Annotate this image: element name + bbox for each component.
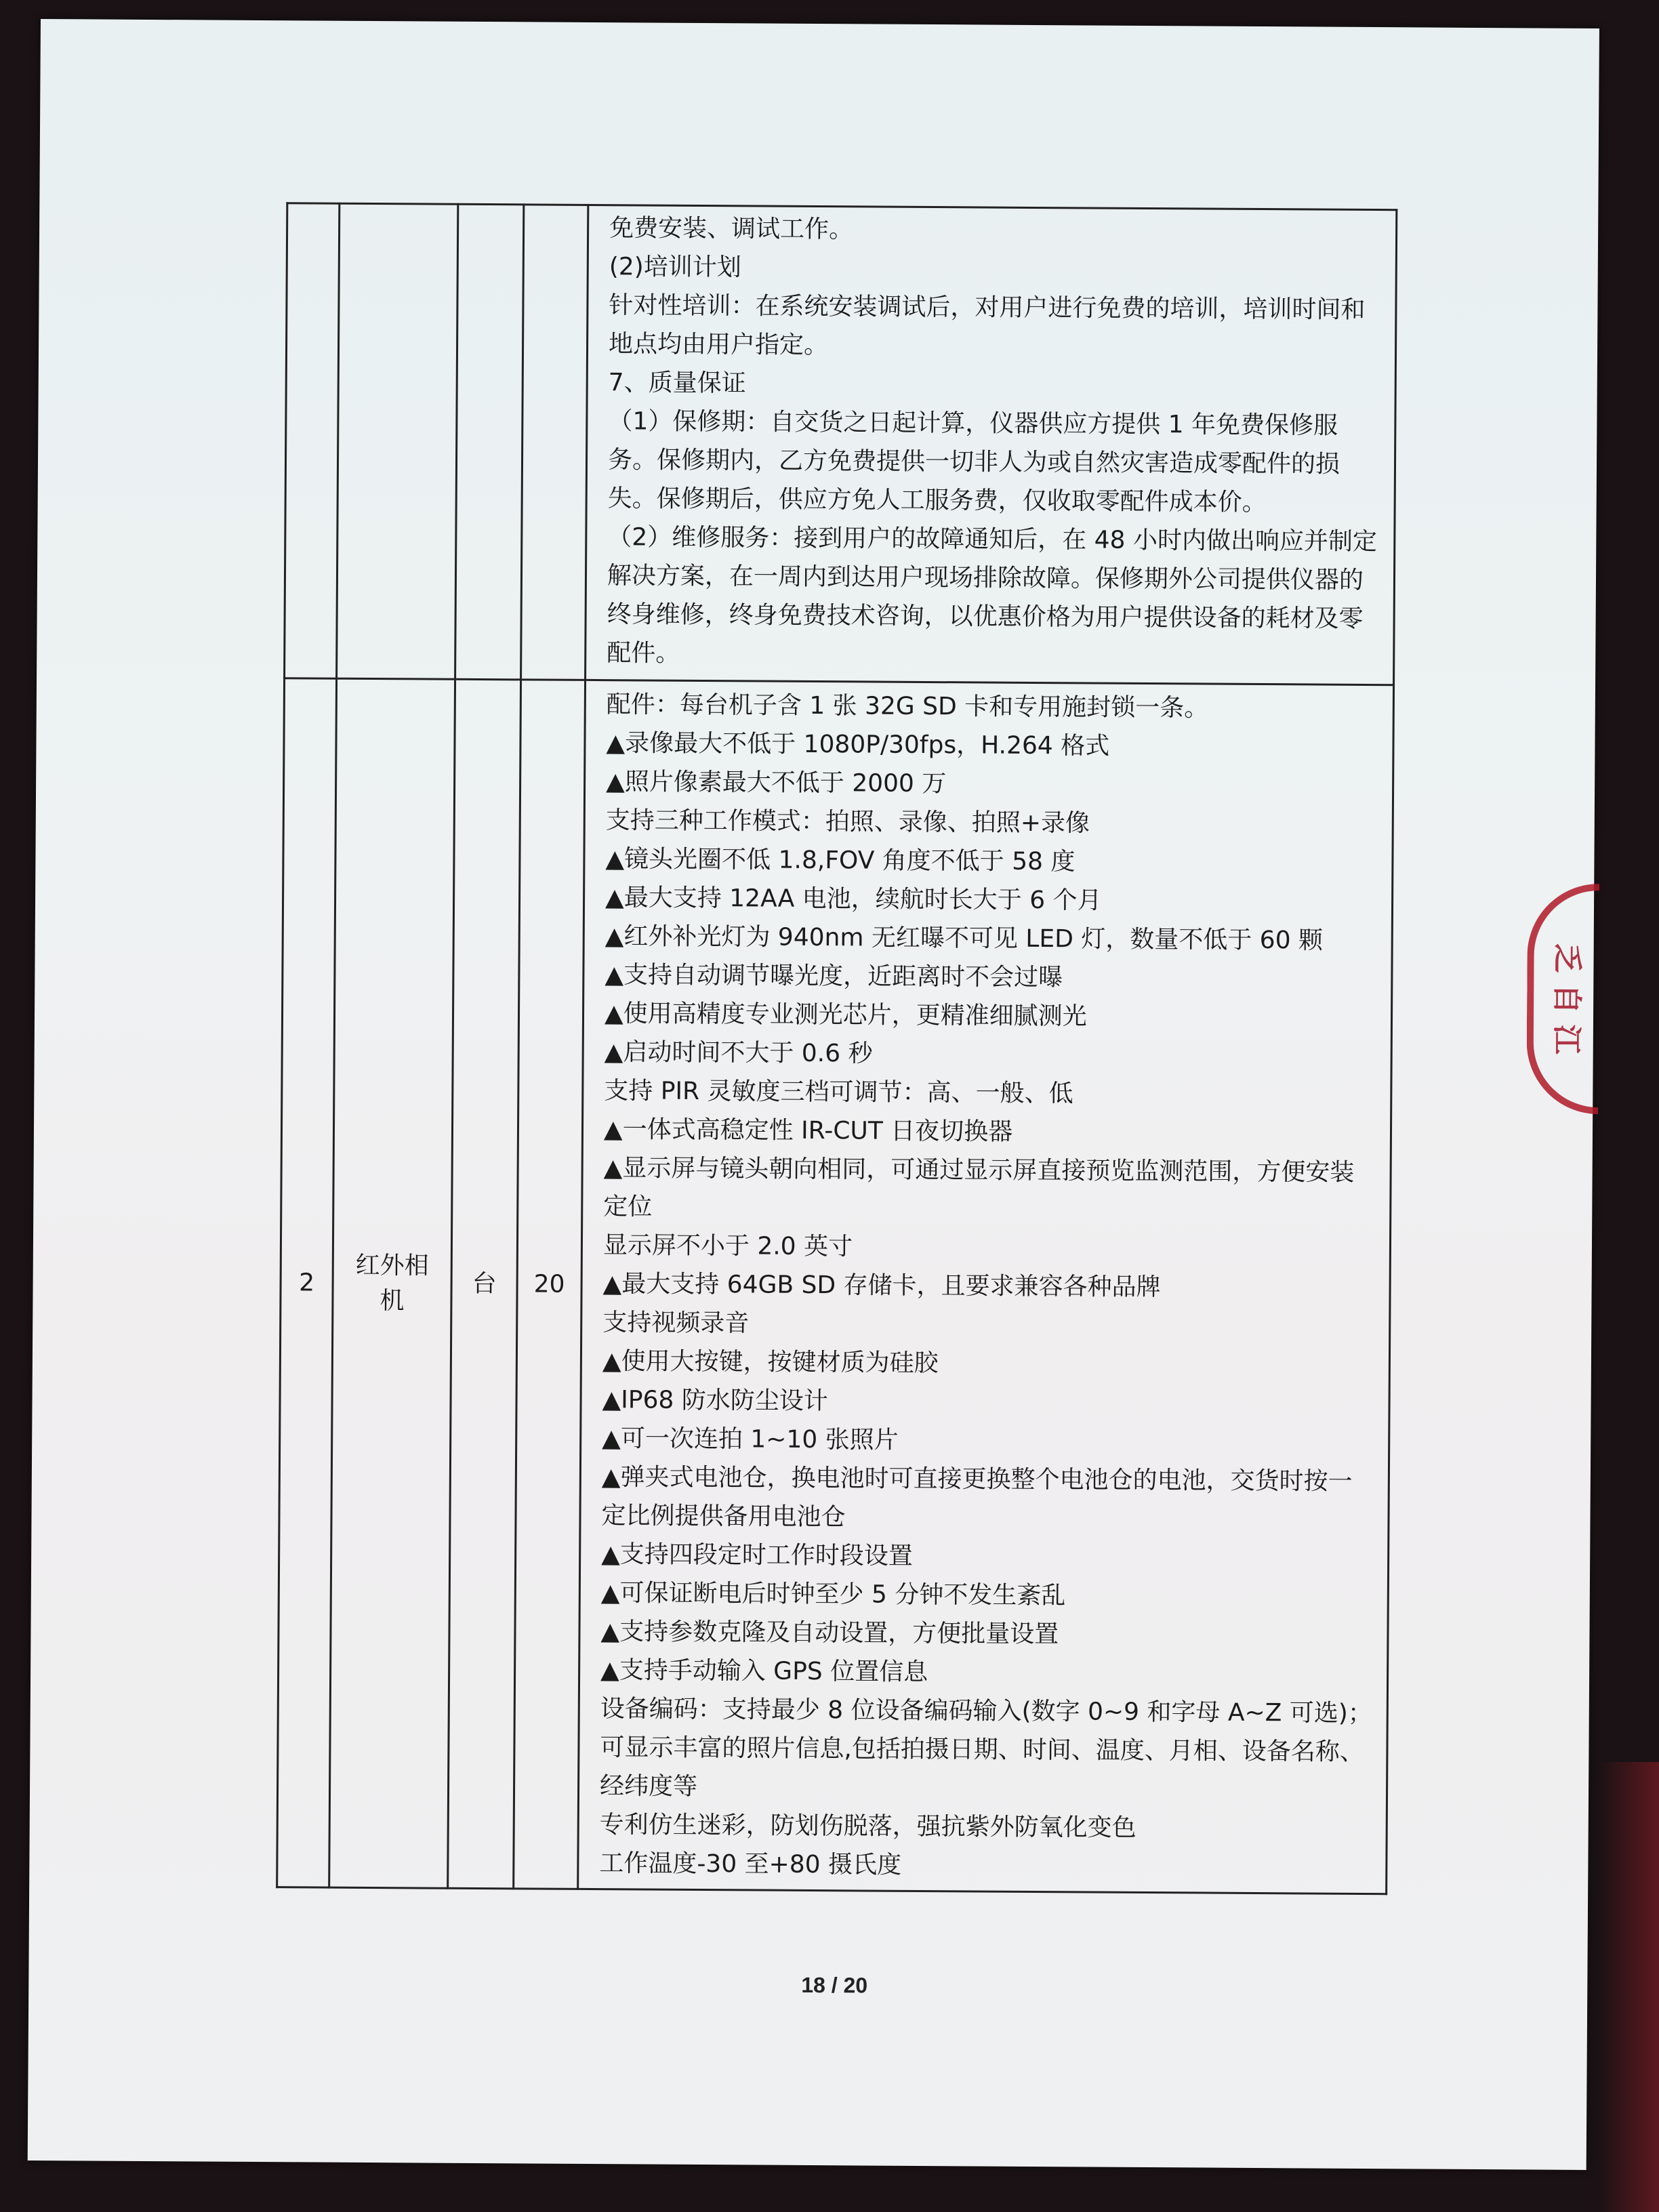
description-line: 专利仿生迷彩，防划伤脱落，强抗紫外防氧化变色 — [599, 1811, 1136, 1842]
document-page — [28, 19, 1599, 2170]
description-line: 显示屏不小于 2.0 英寸 — [602, 1231, 853, 1261]
description-line: （1）保修期：自交货之日起计算，仪器供应方提供 1 年免费保修服务。保修期内，乙方免费提供一切非人为或自然灾害造成零配件的损失。保修期后，供应方免人工服务费，仅收取零配件成本价。 — [607, 407, 1340, 517]
description-line: ▲IP68 防水防尘设计 — [602, 1386, 828, 1416]
item-unit-cell: 台 — [448, 679, 521, 1889]
description-line: ▲使用大按键，按键材质为硅胶 — [602, 1347, 939, 1378]
item-name-cell: 红外相机 — [329, 678, 455, 1888]
description-line: ▲录像最大不低于 1080P/30fps，H.264 格式 — [606, 729, 1110, 760]
description-line: ▲镜头光圈不低 1.8,FOV 角度不低于 58 度 — [605, 845, 1076, 876]
item-description-cell — [586, 205, 1397, 684]
description-line: ▲支持四段定时工作时段设置 — [601, 1540, 913, 1570]
item-unit-cell — [455, 204, 524, 680]
description-line: ▲一体式高稳定性 IR-CUT 日夜切换器 — [603, 1115, 1013, 1146]
page-number: 18 / 20 — [801, 1972, 868, 1998]
description-line: 支持 PIR 灵敏度三档可调节：高、一般、低 — [604, 1077, 1073, 1108]
stamp-char: 乏 — [1549, 943, 1584, 973]
item-number-cell — [285, 203, 340, 678]
description-line: ▲红外补光灯为 940nm 无红曝不可见 LED 灯，数量不低于 60 颗 — [605, 922, 1324, 955]
item-qty-cell: 20 — [514, 680, 586, 1889]
description-line: 配件：每台机子含 1 张 32G SD 卡和专用施封锁一条。 — [606, 691, 1209, 722]
binding-edge — [1598, 1762, 1659, 2212]
seal-stamp — [1526, 883, 1599, 1114]
description-line: ▲显示屏与镜头朝向相同，可通过显示屏直接预览监测范围，方便安装定位 — [603, 1154, 1355, 1221]
item-number-cell: 2 — [277, 678, 337, 1887]
description-line: ▲照片像素最大不低于 2000 万 — [606, 768, 947, 798]
item-description-cell — [578, 680, 1394, 1893]
description-line: ▲最大支持 12AA 电池，续航时长大于 6 个月 — [605, 884, 1102, 915]
description-line: ▲可保证断电后时钟至少 5 分钟不发生紊乱 — [600, 1579, 1066, 1610]
description-line: （2）维修服务：接到用户的故障通知后，在 48 小时内做出响应并制定解决方案，在一周内到达用户现场排除故障。保修期外公司提供仪器的终身维修，终身免费技术咨询，以优惠价格为用户提供设备的耗材及零配件。 — [607, 523, 1378, 668]
description-line: 工作温度-30 至+80 摄氏度 — [599, 1849, 902, 1879]
description-line: 针对性培训：在系统安装调试后，对用户进行免费的培训，培训时间和地点均由用户指定。 — [608, 291, 1366, 360]
description-line: ▲启动时间不大于 0.6 秒 — [604, 1038, 873, 1068]
description-line: ▲支持手动输入 GPS 位置信息 — [600, 1656, 928, 1687]
description-line: ▲可一次连拍 1~10 张照片 — [602, 1425, 899, 1454]
description-line: ▲支持自动调节曝光度，近距离时不会过曝 — [605, 961, 1063, 992]
stamp-char: 江 — [1549, 1024, 1584, 1054]
description-line: 设备编码：支持最少 8 位设备编码输入(数字 0~9 和字母 A~Z 可选)； — [600, 1695, 1372, 1728]
item-qty-cell — [521, 205, 588, 680]
description-line: ▲最大支持 64GB SD 存储卡，且要求兼容各种品牌 — [602, 1270, 1161, 1302]
description-line: 可显示丰富的照片信息,包括拍摄日期、时间、温度、月相、设备名称、经纬度等 — [599, 1734, 1364, 1801]
description-line: 支持三种工作模式：拍照、录像、拍照+录像 — [605, 806, 1090, 838]
description-line: ▲使用高精度专业测光芯片，更精准细腻测光 — [604, 1000, 1087, 1031]
stamp-char: 自 — [1549, 983, 1584, 1014]
description-line: ▲弹夹式电池仓，换电池时可直接更换整个电池仓的电池，交货时按一定比例提供备用电池仓 — [601, 1463, 1353, 1532]
item-name-cell — [337, 203, 458, 679]
table-row — [285, 203, 1397, 685]
description-line: 7、质量保证 — [608, 369, 746, 398]
description-line: (2)培训计划 — [609, 253, 741, 282]
table-row — [277, 678, 1394, 1894]
description-line: 支持视频录音 — [602, 1309, 750, 1338]
spec-table — [276, 202, 1397, 1895]
description-line: 免费安装、调试工作。 — [609, 214, 854, 244]
description-line: ▲支持参数克隆及自动设置，方便批量设置 — [600, 1618, 1059, 1649]
